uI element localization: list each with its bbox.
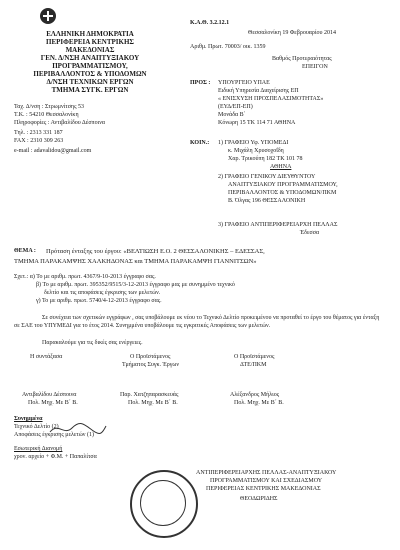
priority-value: ΕΠΕΙΓΟΝ — [302, 64, 328, 70]
sender-address: Ταχ. Δ/νση : Στρωμνίτσης 53 — [14, 104, 84, 110]
body-paragraph-1: Σε συνέχεια των σχετικών εγγράφων , σας υποβάλουμε εκ νέου το Τεχνικό Δελτίο προκειμένου να προταθεί το έργο του θέματος για ένταξη σε ΣΑΕ του ΥΠΥΜΕΔΙ για το έτος 2014. Συνημμένα υποβάλουμε τις εγκριτικές Αποφάσεις των μελετών. — [14, 315, 380, 330]
sender-phone: Τηλ. : 2313 331 187 — [14, 130, 63, 136]
attachments-label: Συνημμένα — [14, 416, 43, 422]
stamp-text-line-4: ΘΕΟΔΩΡΙΔΗΣ — [240, 496, 278, 502]
related-a: Σχετ.: α) Το με αριθμ. πρωτ. 4367/9-10-2013 έγγραφο σας. — [14, 274, 156, 280]
header-line-6: ΠΕΡΙΒΑΛΛΟΝΤΟΣ & ΥΠΟΔΟΜΩΝ — [33, 70, 147, 78]
signature-col-1-name: Αντιβαλίδου Δέσποινα — [22, 392, 77, 398]
document-date: Θεσσαλονίκη 19 Φεβρουαρίου 2014 — [248, 30, 337, 36]
attachment-2: Αποφάσεις έγκρισης μελετών (1) — [14, 432, 94, 438]
cc-item-2-line-b: ΑΝΑΠΤΥΞΙΑΚΟΥ ΠΡΟΓΡΑΜΜΑΤΙΣΜΟΥ, — [228, 182, 338, 188]
signature-col-1-role: Πολ. Μηχ. Με Β΄ Β. — [28, 400, 78, 406]
cc-label: ΚΟΙΝ.: — [190, 140, 210, 146]
to-line-4: (ΕΥΔ/ΕΠ-ΕΠ) — [218, 104, 253, 110]
protocol-number: Αριθμ. Πρωτ. 70003/ οικ. 1359 — [190, 44, 266, 50]
coat-of-arms-icon — [40, 8, 56, 24]
to-line-3: « ΕΝΙΣΧΥΣΗ ΠΡΟΣΠΕΛΑΣΙΜΟΤΗΤΑΣ» — [218, 96, 324, 102]
header-line-7: Δ/ΝΣΗ ΤΕΧΝΙΚΩΝ ΕΡΓΩΝ — [46, 78, 134, 86]
cc-item-3: 3) ΓΡΑΦΕΙΟ ΑΝΤΙΠΕΡΙΦΕΡΕΙΑΡΧΗ ΠΕΛΛΑΣ — [218, 222, 338, 228]
to-line-2: Ειδική Υπηρεσία Διαχείρισης ΕΠ — [218, 88, 299, 94]
sender-postcode: Τ.Κ. : 54210 Θεσσαλονίκη — [14, 112, 79, 118]
signature-col-3-name: Αλέξανδρος Μήλιος — [230, 392, 280, 398]
stamp-text-line-3: ΠΕΡΙΦΕΡΕΙΑΣ ΚΕΝΤΡΙΚΗΣ ΜΑΚΕΔΟΝΙΑΣ — [206, 486, 321, 492]
header-line-5: ΠΡΟΓΡΑΜΜΑΤΙΣΜΟΥ, — [52, 62, 128, 70]
signature-col-1-title: Η συντάξασα — [30, 354, 63, 360]
related-c: γ) Το με αριθμ. πρωτ. 5740/4-12-2013 έγγραφο σας. — [36, 298, 162, 304]
header-line-3: ΜΑΚΕΔΟΝΙΑΣ — [65, 46, 115, 54]
related-b-line-2: δελτίο και τις αποφάσεις έγκρισης των μελετών. — [44, 290, 161, 296]
header-line-2: ΠΕΡΙΦΕΡΕΙΑ ΚΕΝΤΡΙΚΗΣ — [46, 38, 134, 46]
cc-item-1-address: Χαρ. Τρικούπη 182 ΤΚ 101 78 — [228, 156, 303, 162]
header-line-1: ΕΛΛΗΝΙΚΗ ΔΗΜΟΚΡΑΤΙΑ — [46, 30, 134, 38]
body-paragraph-2: Παρακαλούμε για τις δικές σας ενέργειες. — [42, 340, 143, 346]
signature-col-3-role: Πολ. Μηχ. Με Β΄ Β. — [234, 400, 284, 406]
official-stamp-icon — [130, 470, 198, 538]
cc-item-2-address: Β. Όλγας 196 ΘΕΣΣΑΛΟΝΙΚΗ — [228, 198, 306, 204]
header-line-8: ΤΜΗΜΑ ΣΥΓΚ. ΕΡΓΩΝ — [51, 86, 129, 94]
to-line-5: Μονάδα Β΄ — [218, 112, 246, 118]
subject-line-1: Πρόταση ένταξης του έργου: «ΒΕΛΤΙΩΣΗ Ε.Ο. 2 ΘΕΣΣΑΛΟΝΙΚΗΣ – ΕΔΕΣΣΑΣ, — [46, 248, 265, 255]
sender-email: e-mail : adavalidou@gmail.com — [14, 148, 92, 154]
cc-item-2: 2) ΓΡΑΦΕΙΟ ΓΕΝΙΚΟΥ ΔΙΕΥΘΥΝΤΟΥ — [218, 174, 316, 180]
signature-col-2-subtitle: Τμήματος Συγκ. Έργων — [122, 362, 180, 368]
stamp-text-line-1: ΑΝΤΙΠΕΡΙΦΕΡΕΙΑΡΧΗΣ ΠΕΛΛΑΣ-ΑΝΑΠΤΥΞΙΑΚΟΥ — [196, 470, 337, 476]
attachment-1: Τεχνικό Δελτίο (2) — [14, 424, 59, 430]
subject-label: ΘΕΜΑ : — [14, 248, 36, 254]
cc-item-1: 1) ΓΡΑΦΕΙΟ Υφ. ΥΠΟΜΕΔΙ — [218, 140, 289, 146]
cc-item-1-name: κ. Μιχάλη Χρυσοχοΐδη — [228, 148, 284, 154]
to-label: ΠΡΟΣ : — [190, 80, 211, 86]
subject-line-2: ΤΜΗΜΑ ΠΑΡΑΚΑΜΨΗΣ ΧΑΛΚΗΔΟΝΑΣ και ΤΜΗΜΑ ΠΑΡΑΚΑΜΨΗ ΓΙΑΝΝΙΤΣΩΝ» — [14, 258, 257, 265]
priority-label: Βαθμός Προτεραιότητας — [272, 56, 332, 62]
signature-col-2-role: Πολ. Μηχ. Με Β΄ Β. — [128, 400, 178, 406]
cc-item-1-city: ΑΘΗΝΑ — [270, 164, 292, 170]
sender-fax: FAX : 2310 309 263 — [14, 138, 64, 144]
to-line-1: ΥΠΟΥΡΓΕΙΟ ΥΠΑΕ — [218, 80, 270, 86]
sender-info: Πληροφορίες : Αντιβαλίδου Δέσποινα — [14, 120, 106, 126]
to-line-6: Κόνωρη 15 ΤΚ 114 71 ΑΘΗΝΑ — [218, 120, 296, 126]
signature-col-2-title: Ο Προϊστάμενος — [130, 354, 171, 360]
signature-col-2-name: Παρ. Χατζηπαρασκευάς — [120, 392, 179, 398]
handwritten-signature — [48, 420, 108, 438]
stamp-text-line-2: ΠΡΟΓΡΑΜΜΑΤΙΣΜΟΥ ΚΑΙ ΣΧΕΔΙΑΣΜΟΥ — [210, 478, 323, 484]
internal-distribution-label: Εσωτερική Διανομή — [14, 446, 63, 452]
related-b-line-1: β) Το με αριθμ. πρωτ. 395352/9515/3-12-2013 έγγραφο μας με συνημμένο τεχνικό — [36, 282, 235, 288]
signature-col-3-title: Ο Προϊστάμενος — [234, 354, 275, 360]
header-line-4: ΓΕΝ. Δ/ΝΣΗ ΑΝΑΠΤΥΞΙΑΚΟΥ — [40, 54, 140, 62]
cc-item-3-city: Έδεσσα — [300, 230, 320, 236]
cc-item-2-line-c: ΠΕΡΙΒΑΛΛΟΝΤΟΣ & ΥΠΟΔΟΜΩΝ/ΠΚΜ — [228, 190, 337, 196]
kae-code: Κ.Α.Θ. 3.2.12.1 — [190, 20, 230, 26]
internal-distribution-text: χρον. αρχείο + Φ.Μ. + Παπαλίτσα — [14, 454, 97, 460]
signature-col-3-subtitle: ΔΤΕ/ΠΚΜ — [240, 362, 267, 368]
